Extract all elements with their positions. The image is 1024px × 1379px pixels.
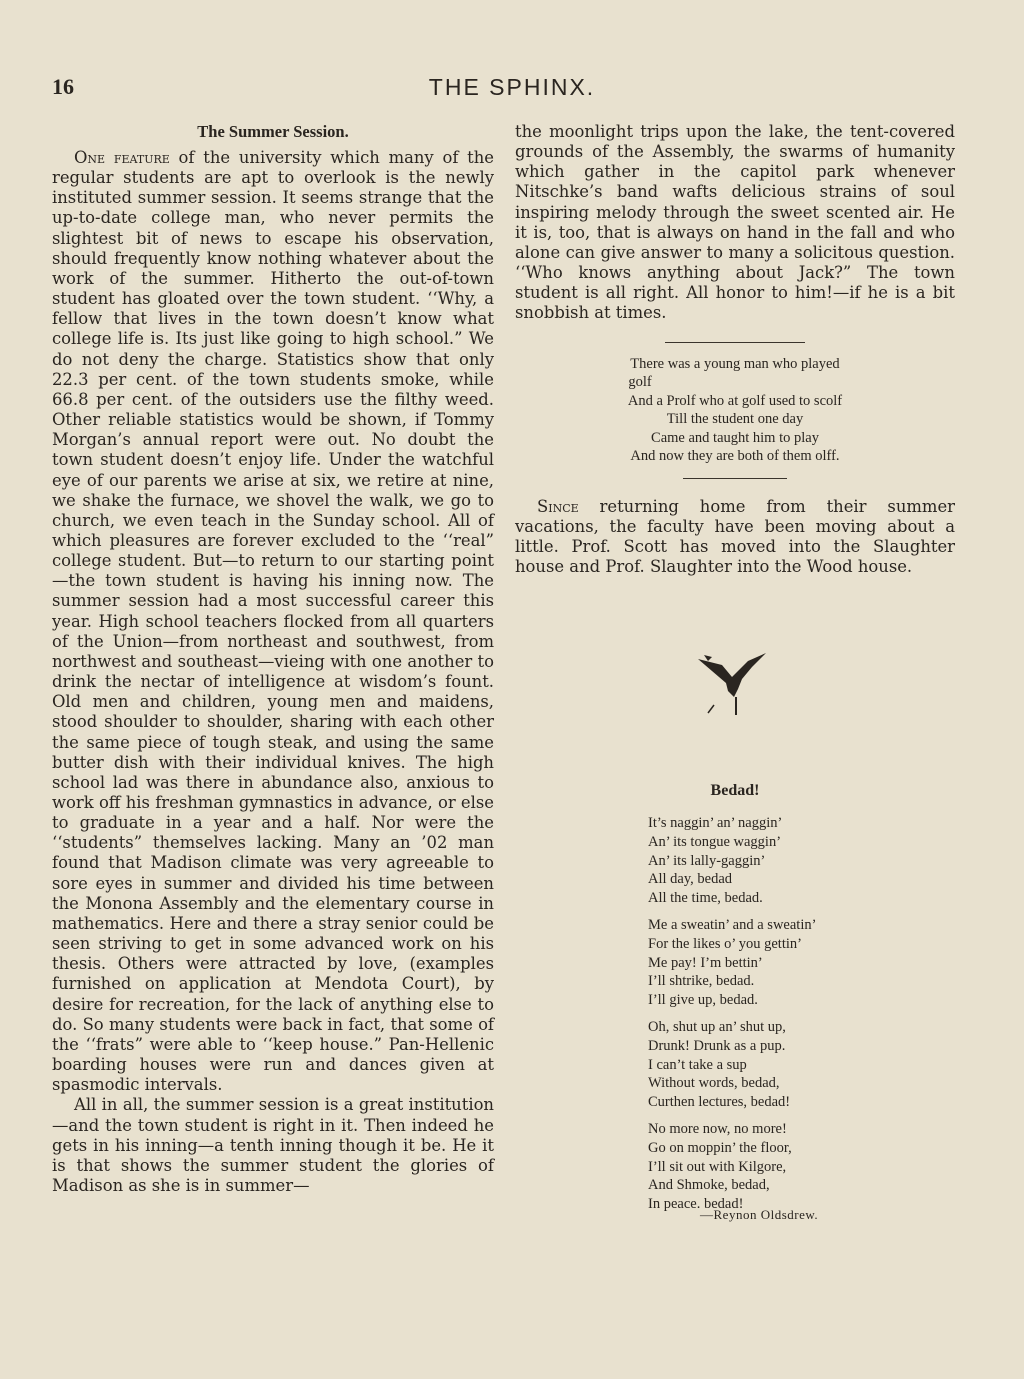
- poem-line: I’ll sit out with Kilgore,: [648, 1158, 787, 1175]
- poem-line: I can’t take a sup: [648, 1056, 747, 1073]
- article-paragraph: [52, 148, 494, 1095]
- poem-line: All day, bedad: [648, 871, 733, 888]
- poem-line: And Shmoke, bedad,: [648, 1177, 770, 1194]
- limerick-line: golf: [628, 374, 652, 391]
- limerick-line: Came and taught him to play: [651, 429, 819, 446]
- divider: [683, 478, 787, 479]
- running-title: THE SPHINX.: [428, 74, 596, 100]
- limerick-line: There was a young man who played: [630, 355, 840, 372]
- poem: [648, 814, 908, 1222]
- limerick-line: Till the student one day: [666, 411, 804, 428]
- article-paragraph: All in all, the summer session is a great institution—and the town student is right in it. Then indeed he gets in his inning—a tenth inning though it be. He it is that shows the summer student the glories of Madison as she is in summer—: [52, 1095, 494, 1195]
- poem-line: Me a sweatin’ and a sweatin’: [648, 916, 817, 933]
- stanza: [648, 916, 908, 1010]
- poem-title: Bedad!: [710, 782, 760, 799]
- paragraph-text: returning home from their summer vacations, the faculty have been moving about a little. Prof. Scott has moved into the Slaughter house and Prof. Slaughter into the Wood house.: [515, 496, 955, 577]
- stanza: [648, 1120, 908, 1214]
- stanza: [648, 814, 908, 908]
- poem-line: Drunk! Drunk as a pup.: [648, 1037, 786, 1054]
- article-title: The Summer Session.: [197, 122, 349, 141]
- poem-line: I’ll shtrike, bedad.: [648, 973, 755, 990]
- poem-line: It’s naggin’ an’ naggin’: [648, 815, 783, 831]
- poem-line: An’ its tongue waggin’: [648, 833, 782, 850]
- page-number: 16: [52, 74, 74, 99]
- poem-line: In peace. bedad!: [648, 1196, 744, 1213]
- bird-icon: [692, 645, 772, 720]
- right-column: [515, 122, 955, 577]
- poem-author: —Reynon Oldsdrew.: [700, 1207, 819, 1222]
- stanza: [648, 1018, 908, 1112]
- limerick: [515, 355, 955, 466]
- poem-line: Curthen lectures, bedad!: [648, 1094, 791, 1111]
- divider: [665, 342, 805, 343]
- poem-line: Me pay! I’m bettin’: [648, 954, 763, 971]
- left-column: [52, 122, 494, 1196]
- article-continuation: the moonlight trips upon the lake, the tent-covered grounds of the Assembly, the swarms of humanity which gather in the capitol park whenever Nitschke’s band wafts delicious strains of soul inspiring melody through the sweet scented air. He it is, too, that is always on hand in the fall and who alone can give answer to many a solicitous question. ‘‘Who knows anything about Jack?” The town student is all right. All honor to him!—if he is a bit snobbish at times.: [515, 122, 955, 323]
- lead-word: Since: [537, 496, 579, 516]
- poem-line: All the time, bedad.: [648, 890, 763, 907]
- poem-line: I’ll give up, bedad.: [648, 992, 758, 1009]
- paragraph-text: of the university which many of the regular students are apt to overlook is the newly instituted summer session. It seems strange that the up-to-date college man, who never permits the slightest bit of news to escape his observation, should frequently know nothing whatever about the work of the summer. Hitherto the out-of-town student has gloated over the town student. ‘‘Why, a fellow that lives in the town doesn’t know what college life is. Its just like going to high school.” We do not deny the charge. Statistics show that only 22.3 per cent. of the town students smoke, while 66.8 per cent. of the outsiders use the filthy weed. Other reliable statistics would be shown, if Tommy Morgan’s annual report were out. No doubt the town student doesn’t enjoy life. Under the watchful eye of our parents we arise at six, we retire at nine, we shake the furnace, we shovel the walk, we go to church, we even teach in the Sunday school. All of which pleasures are forever excluded to the ‘‘real” college student. But—to return to our starting point—the town student is having his inning now. The summer session had a most successful career this year. High school teachers flocked from all quarters of the Union—from northeast and southwest, from northwest and southeast—vieing with one another to drink the nectar of intelligence at wisdom’s fount. Old men and children, young men and maidens, stood shoulder to shoulder, sharing with each other the same piece of tough steak, and using the same butter dish with their individual knives. The high school lad was there in abundance also, anxious to work off his freshman gymnastics in advance, or else to graduate in a year and a half. Nor were the ‘‘students” themselves lacking. Many an ’02 man found that Madison climate was very agreeable to sore eyes in summer and divided his time between the Monona Assembly and the elementary course in mathematics. Here and there a stray senior could be seen striving to get in some advanced work on his thesis. Others were attracted by love, (examples furnished on application at Mendota Court), by desire for recreation, for the lack of anything else to do. So many students were back in fact, that some of the ‘‘frats” were able to ‘‘keep house.” Pan-Hellenic boarding houses were run and dances given at spasmodic intervals.: [52, 148, 494, 1095]
- poem-line: Go on moppin’ the floor,: [648, 1139, 792, 1156]
- poem-line: No more now, no more!: [648, 1120, 787, 1137]
- faculty-note: [515, 497, 955, 578]
- poem-line: Without words, bedad,: [648, 1075, 780, 1092]
- poem-line: For the likes o’ you gettin’: [648, 935, 802, 952]
- poem-line: An’ its lally-gaggin’: [648, 852, 766, 869]
- poem-line: Oh, shut up an’ shut up,: [648, 1018, 786, 1035]
- limerick-line: And now they are both of them olff.: [630, 448, 840, 465]
- limerick-line: And a Prolf who at golf used to scolf: [627, 392, 843, 409]
- lead-words: One feature: [74, 148, 170, 167]
